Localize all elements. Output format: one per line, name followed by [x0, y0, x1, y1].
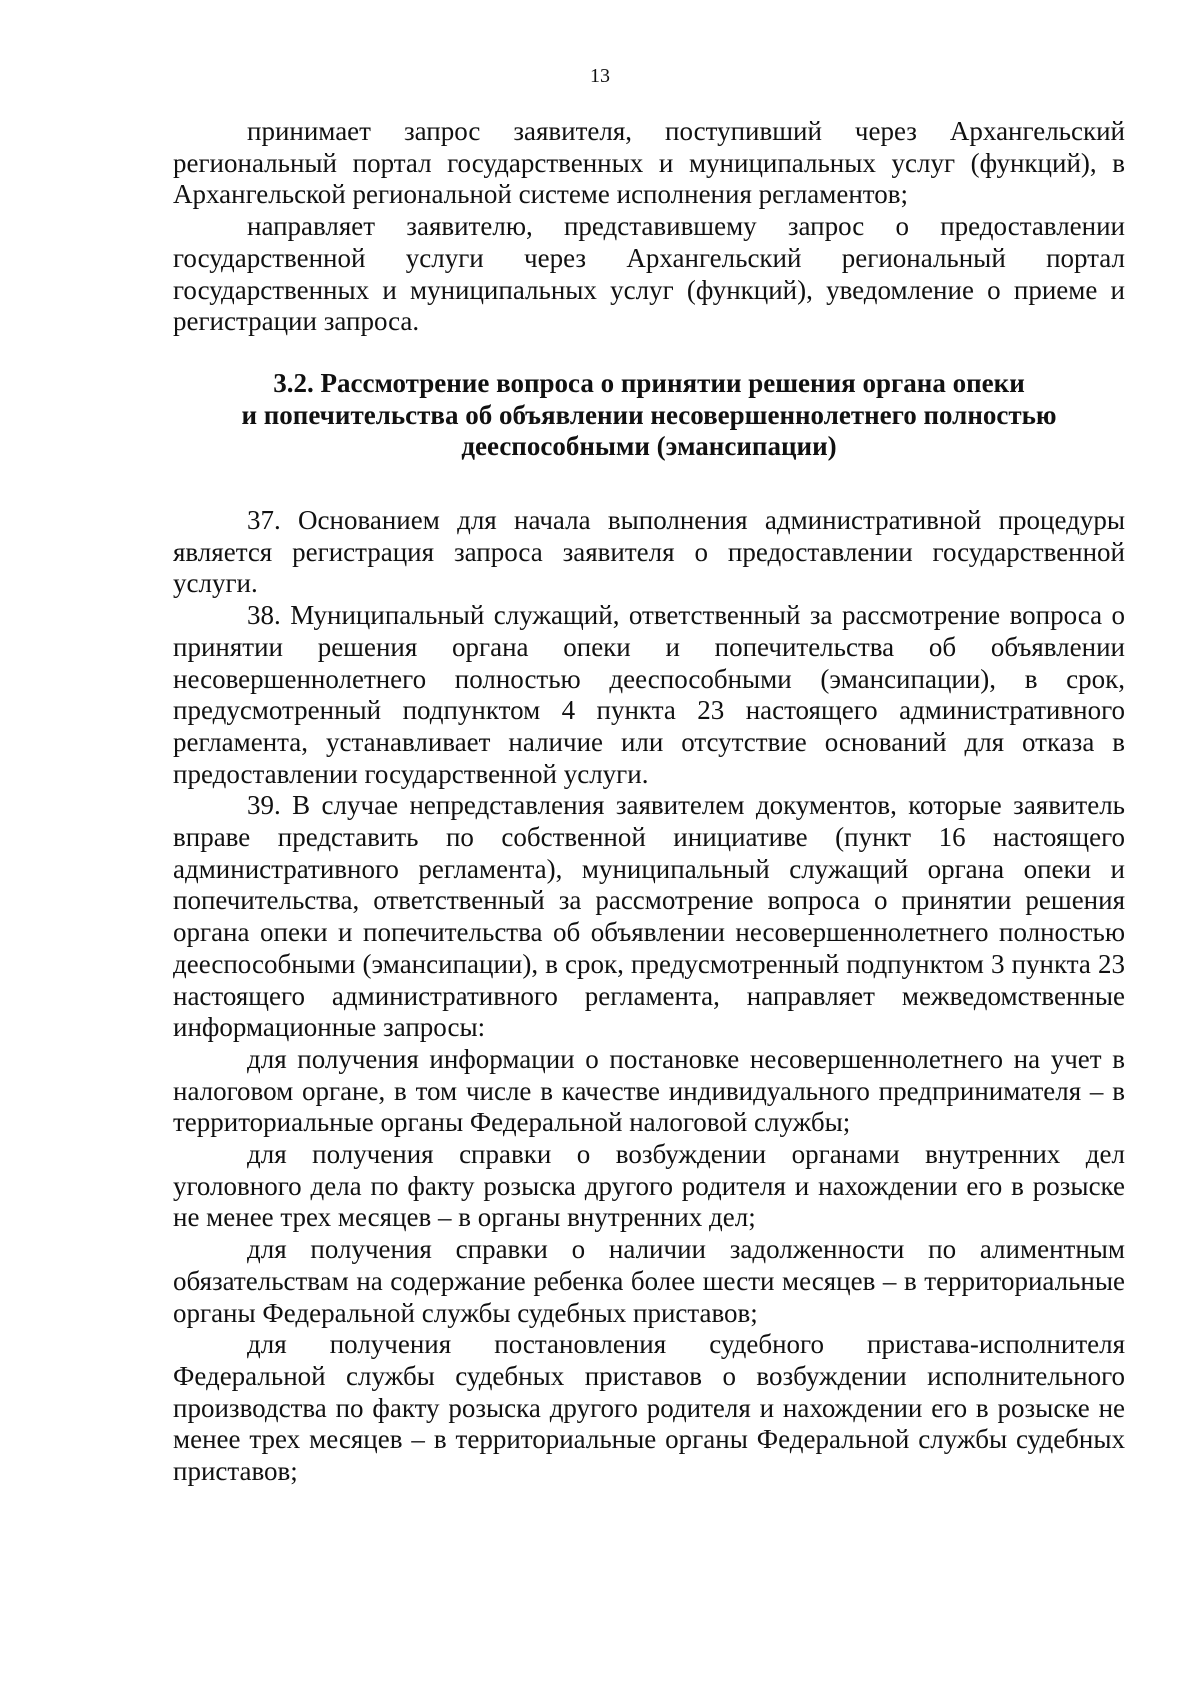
section-heading-line-3: дееспособными (эмансипации)	[461, 431, 837, 462]
paragraph-39: 39. В случае непредставления заявителем документов, которые заявитель вправе представить по собственной инициативе (пункт 16 настоящего административного регламента), муниципальный служащий органа опеки и попечительства, ответственный за рассмотрение вопроса о принятии решения органа опеки и попечительства об объявлении несовершеннолетнего полностью дееспособными (эмансипации), в срок, предусмотренный подпунктом 3 пункта 23 настоящего административного регламента, направляет межведомственные информационные запросы:	[173, 790, 1125, 1043]
paragraph-sends-notification: направляет заявителю, представившему запрос о предоставлении государственной услуги через Архангельский региональный портал государственных и муниципальных услуг (функций), уведомление о приеме и регистрации запроса.	[173, 211, 1125, 337]
paragraph-accepts-request: принимает запрос заявителя, поступивший через Архангельский региональный портал государственных и муниципальных услуг (функций), в Архангельской региональной системе исполнения регламентов;	[173, 116, 1125, 210]
paragraph-38: 38. Муниципальный служащий, ответственный за рассмотрение вопроса о принятии решения органа опеки и попечительства об объявлении несовершеннолетнего полностью дееспособными (эмансипации), в срок, предусмотренный подпунктом 4 пункта 23 настоящего административного регламента, устанавливает наличие или отсутствие оснований для отказа в предоставлении государственной услуги.	[173, 600, 1125, 789]
paragraph-37: 37. Основанием для начала выполнения административной процедуры является регистрация запроса заявителя о предоставлении государственной услуги.	[173, 505, 1125, 599]
section-heading-line-2: и попечительства об объявлении несовершеннолетнего полностью	[241, 399, 1057, 430]
intro-text	[173, 116, 1125, 338]
body-text	[173, 505, 1125, 1488]
section-heading	[173, 368, 1125, 463]
list-item-bailiff-resolution: для получения постановления судебного пристава-исполнителя Федеральной службы судебных приставов о возбуждении исполнительного производства по факту розыска другого родителя и нахождении его в розыске не менее трех месяцев – в территориальные органы Федеральной службы судебных приставов;	[173, 1329, 1125, 1487]
section-heading-line-1: 3.2. Рассмотрение вопроса о принятии решения органа опеки	[273, 368, 1025, 398]
list-item-tax-service: для получения информации о постановке несовершеннолетнего на учет в налоговом органе, в том числе в качестве индивидуального предпринимателя – в территориальные органы Федеральной налоговой службы;	[173, 1043, 1125, 1138]
list-item-internal-affairs: для получения справки о возбуждении органами внутренних дел уголовного дела по факту розыска другого родителя и нахождении его в розыске не менее трех месяцев – в органы внутренних дел;	[173, 1139, 1125, 1233]
page-number: 13	[590, 65, 610, 87]
list-item-alimony-debt: для получения справки о наличии задолженности по алиментным обязательствам на содержание ребенка более шести месяцев – в территориальные органы Федеральной службы судебных приставов;	[173, 1234, 1125, 1328]
